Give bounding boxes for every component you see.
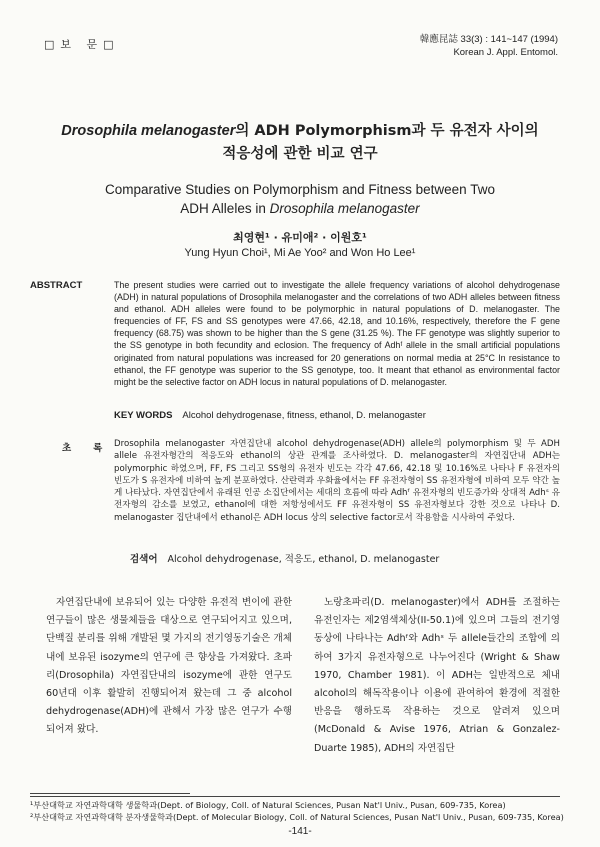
body-column-right: 노랑초파리(D. melanogaster)에서 ADH를 조절하는 유전인자는 제2염색체상(II-50.1)에 있으며 그들의 전기영동상에 나타나는 Adhᶠ와 Adhˢ 두 allele들간의 조합에 의하여 3가지 유전자형으로 나누어진다 (Wright & Shaw 1970, Chamber 1981). 이 ADH는 일반적으로 체내 alcohol의 해독작용이나 이용에 관여하여 환경에 적절한 반응을 행하도록 작용하는 것으로 알려져 있으며(McDonald & Avise 1976, Atrian & Gonzalez-Duarte 1985), ADH의 자연집단 — [314, 597, 560, 754]
keywords — [114, 410, 426, 421]
abstract-text: The present studies were carried out to investigate the allele frequency variations of alcohol dehydrogenase (ADH) in natural populations of Drosophila melanogaster and the correlations of two ADH alleles between fitness and ethanol. ADH alleles were found to be polymorphic in natural populations of D. melanogaster. The frequencies of FF, FS and SS genotypes were 47.66, 42.18, and 10.16%, respectively, therefore the F gene frequency (68.75) was shown to be higher than the S gene (31.25 %). The FF genotype was slightly superior to the SS genotype in both fecundity and eclosion. The frequency of Adhᶠ allele in the small artificial populations originated from natural populations was increased for 20 generations on normal media at 25°C In resistance to ethanol, the FF genotype was superior to the SS genotype, too. It meant that ethanol as environmental factor might be the selective factor on ADH locus in natural populations of D. melanogaster. — [114, 280, 560, 387]
article-type-label: □보 문□ — [44, 38, 120, 51]
footnote-rule — [30, 796, 560, 797]
title-en-line2: ADH Alleles in — [180, 201, 270, 216]
title-korean — [30, 120, 570, 166]
journal-citation-ko: 韓應昆誌 33(3) : 141~147 (1994) — [419, 34, 558, 45]
keywords-korean-text: Alcohol dehydrogenase, 적응도, ethanol, D. melanogaster — [167, 554, 440, 565]
footnote-affiliation-2: ²부산대학교 자연과학대학 분자생물학과(Dept. of Molecular Biology, Coll. of Natural Sciences, Pusan Nat'l Univ., Pusan, 609-735, Korea) — [30, 811, 564, 822]
authors-english: Yung Hyun Choi¹, Mi Ae Yoo² and Won Ho Lee¹ — [184, 247, 416, 259]
korean-abstract-label: 초록 — [62, 443, 125, 454]
authors-korean: 최영현¹ · 유미애² · 이원호¹ — [233, 231, 367, 244]
title-ko-line1: 의 ADH Polymorphism과 두 유전자 사이의 — [235, 123, 539, 139]
footnote-affiliation-1: ¹부산대학교 자연과학대학 생물학과(Dept. of Biology, Coll. of Natural Sciences, Pusan Nat'l Univ., Pusan, 609-735, Korea) — [30, 800, 506, 810]
footnotes — [30, 800, 570, 823]
journal-citation-en: Korean J. Appl. Entomol. — [453, 47, 558, 58]
title-english — [30, 180, 570, 218]
journal-citation — [420, 33, 558, 59]
title-en-species: Drosophila melanogaster — [269, 201, 420, 216]
keywords-label: KEY WORDS — [114, 410, 173, 421]
keywords-korean — [130, 551, 439, 565]
korean-abstract-text: Drosophila melanogaster 자연집단내 alcohol dehydrogenase(ADH) allele의 polymorphism 및 두 ADH allele 유전자형간의 적응도와 ethanol의 상관 관계를 조사하였다. D. melanogaster의 자연집단내 ADH는 polymorphic 하였으며, FF, FS 그리고 SS형의 유전자 빈도는 각각 47.66, 42.18 및 10.16%로 나타나 F 유전자의 빈도가 S 유전자에 비하여 높게 분포하였다. 산란력과 우화율에서는 FF 유전자형이 SS 유전자형에 비하여 모두 약간 높게 나타났다. 자연집단에서 유래된 인공 소집단에서는 세대의 흐름에 따라 Adhᶠ 유전자형의 빈도증가와 상대적 Adhˢ 유전자형의 감소를 보였고, ethanol에 대한 저항성에서도 FF 유전자형이 SS 유전자형보다 강한 것으로 나타나 D. melanogaster 집단내에서 ethanol은 ADH locus 상의 selective factor로서 작용함을 시사하여 주었다. — [114, 439, 560, 523]
keywords-text: Alcohol dehydrogenase, fitness, ethanol, D. melanogaster — [182, 410, 426, 421]
title-ko-line2: 적응성에 관한 비교 연구 — [222, 146, 378, 162]
body-column-left: 자연집단내에 보유되어 있는 다양한 유전적 변이에 관한 연구들이 많은 생물체들을 대상으로 연구되어지고 있으며, 단백질 분리를 위해 개발된 몇 가지의 전기영동기술은 개체내에 보유된 isozyme의 연구에 큰 향상을 가져왔다. 초파리(Drosophila) 자연집단내의 isozyme에 관한 연구도 60년대 이후 활발히 진행되어져 왔는데 그 중 alcohol dehydrogenase(ADH)에 관해서 가장 많은 연구가 수행되어져 왔다. — [46, 597, 292, 736]
footnote-divider — [30, 793, 190, 794]
page-number: -141- — [288, 826, 312, 837]
abstract-label: ABSTRACT — [30, 280, 83, 291]
title-en-line1: Comparative Studies on Polymorphism and Fitness between Two — [105, 182, 495, 197]
title-species: Drosophila melanogaster — [61, 123, 236, 139]
keywords-korean-label: 검색어 — [130, 554, 158, 565]
